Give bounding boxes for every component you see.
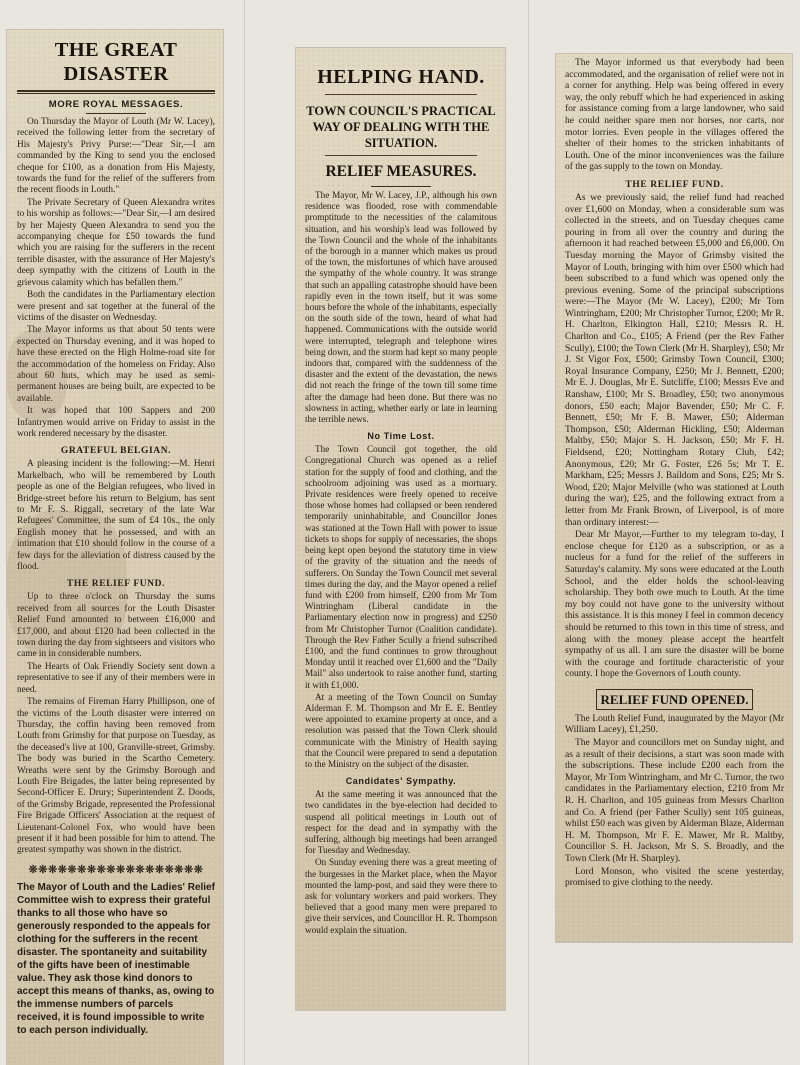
article-paragraph: The Mayor informed us that everybody had been accommodated, and the organisation of relief were not in a corner for anything. Help was being offered in every way, the only rebuff which he had experienced in asking for assistance coming from a large landowner, who said he could neither spare men nor horses, nor carts, nor motor lorries. Even people in the villages offered the shelter of their homes to the stricken inhabitants of Louth. One of the minor inconveniences was the failure of the gas supply to the town on Monday. [565,58,784,173]
article-paragraph: Lord Monson, who visited the scene yesterday, promised to give clothing to the needy. [565,866,784,889]
article-paragraph: At a meeting of the Town Council on Sunday Alderman F. M. Thompson and Mr E. E. Bentley were appointed to examine property at once, and a resolution was passed that the Town Clerk should communicate with the Ministry of Health saying that the Council were prepared to send a deputation to the Ministry on the subject of the disaster. [305,691,497,769]
headline-rule [17,90,215,94]
section-relief-fund: THE RELIEF FUND. [625,179,724,190]
article-paragraph: The remains of Fireman Harry Phillipson, one of the victims of the Louth disaster were interred on Thursday, the coffin having been removed from Louth from Grimsby for that purpose on Tuesday, as the deceased's live at 100, Granville-street, Grimsby. The body was buried in the Scartho Cemetery. Wreaths were sent by the Grimsby Borough and Louth Fire Brigades, the latter being represented by Second-Officer E. Drury; Superintendent Z. Doods, of the Grimsby Brigade, represented the Professional Fire Brigade Officers' Association at the request of Lieutenant-Colonel Fox, who would have been present if it had been possible for him to attend. The greatest sympathy was shown in the district. [17,697,215,856]
clipping-helping-hand [296,48,505,1010]
article-paragraph: The Town Council got together, the old Congregational Church was opened as a relief station for the supply of food and clothing, and the schoolroom adjoining was used as a mortuary. Private residences were freely opened to receive those whose homes had collapsed or been rendered temporarily uninhabitable, and Councillor Jones was stationed at the Town Hall with power to issue tickets to shops for supply of necessaries, the shops being kept open beyond the statutory time in view of the gravity of the situation and the needs of sufferers. On Sunday the Town Council met several times during the day, and the Mayor opened a relief fund with £200 from himself, £200 from Mr Tom Wintringham (Liberal candidate in the Parliamentary election now in progress) and £250 from Mr Christopher Turnor (Coalition candidate). Through the Rev Father Scully a friend subscribed £100, and the fund continues to grow throughout Monday until it reached over £1,600 and the "Daily Mail" also undertook to raise another fund, starting it with £1,000. [305,444,497,690]
clipping-great-disaster [7,30,223,1065]
article-paragraph: It was hoped that 100 Sappers and 200 Infantrymen would arrive on Friday to assist in the work rendered necessary by the disaster. [17,406,215,439]
page-gutter-left [244,0,245,1065]
headline-rule [325,155,477,156]
clipping-relief-fund [556,54,792,942]
section-relief-fund: THE RELIEF FUND. [66,579,166,590]
section-divider [86,113,146,114]
article-paragraph: The Hearts of Oak Friendly Society sent down a representative to see if any of their members were in need. [17,661,215,695]
headline-great-disaster: THE GREAT DISASTER [54,39,178,85]
headline-relief-fund-opened: RELIEF FUND OPENED. [596,689,754,710]
headline-rule [325,94,477,95]
article-paragraph: On Sunday evening there was a great meeting of the burgesses in the Market place, when the Mayor mounted the lamp-post, and said they were there to ask for voluntary workers and paid workers. They believed that a good many men were prepared to give their services, and Councillor H. R. Thompson would explain the situation. [305,857,497,935]
article-paragraph: On Thursday the Mayor of Louth (Mr W. Lacey), received the following letter from the secretary of His Majesty's Privy Purse:—"Dear Sir,—I am commanded by the King to send you the enclosed cheque for £100, as a donation from His Majesty, towards the fund for the relief of the sufferers from the recent floods in Louth." [17,117,215,196]
ladies-committee-notice: The Mayor of Louth and the Ladies' Relief Committee wish to express their grateful thanks to all those who have so generously responded to the appeals for clothing for the sufferers in the recent disaster. The spontaneity and suitability of the gifts have been of inestimable value. They ask those kind donors to accept this means of thanks, as, owing to the immense numbers of parcels received, it is found impossible to write to each person individually. [17,881,215,1036]
article-paragraph: The Private Secretary of Queen Alexandra writes to his worship as follows:—"Dear Sir,—I am desired by her Majesty Queen Alexandra to send you the accompanying cheque for £50 towards the fund which you are raising for the sufferers in the recent terrible disaster, with the assurance of Her Majesty's deep sympathy with the citizens of Louth in the grievous calamity which has befallen them." [17,197,215,288]
headline-relief-measures: RELIEF MEASURES. [325,163,477,180]
section-no-time-lost: No Time Lost. [367,431,435,442]
ornamental-divider: ❊❊❊❊❊❊❊❊❊❊❊❊❊❊❊❊❊❊ [28,863,204,876]
page-gutter-right [528,0,529,1065]
section-candidates-sympathy: Candidates' Sympathy. [345,776,457,787]
article-paragraph: Dear Mr Mayor,—Further to my telegram to-day, I enclose cheque for £120 as a subscription, or as a nucleus for a fund for the relief of the sufferers in Saturday's calamity. My sons were educated at the Louth School, and the elder holds the school-leaving scholarship. They both owe much to Louth. At the time my boy could not have gone to the university without this assistance. It is this money I feel in common decency should be returned to this town in this time of stress, and along with the money please accept the heartfelt sympathy of us all. I am sure the disaster will be borne with the courage and fortitude characteristic of your county. I hope the Governors of Louth county. [565,530,784,680]
article-paragraph: The Louth Relief Fund, inaugurated by the Mayor (Mr William Lacey), £1,250. [565,713,784,736]
section-divider [371,186,431,187]
section-royal-messages: MORE ROYAL MESSAGES. [48,99,184,110]
article-paragraph: The Mayor informs us that about 50 tents were expected on Thursday evening, and it was hoped to have these erected on the High Holme-road site for the accommodation of the homeless on Friday. Also about 60 huts, which may be used as semi-permanent houses are being built, are expected to be available. [17,325,215,404]
article-paragraph: Up to three o'clock on Thursday the sums received from all sources for the Louth Disaster Relief Fund amounted to between £16,000 and £17,000, and about £120 had been collected in the town during the day from sightseers and visitors who came in in considerable numbers. [17,592,215,660]
subheadline-town-council: TOWN COUNCIL'S PRACTICAL WAY OF DEALING WITH THE SITUATION. [306,104,496,150]
article-paragraph: The Mayor, Mr W. Lacey, J.P., although his own residence was flooded, rose with commendable promptitude to the necessities of the calamitous situation, and his worship's lead was followed by the Town Council and the whole of the inhabitants of the borough in a manner which makes us proud of the town, the misfortunes of which have aroused the sympathy of the whole country. It was strange that such an appalling catastrophe should have been rapidly even in the town itself, but it was some hours before the whole of the inhabitants, especially on the south side of the town, heard of what had happened. Communications with the outside world were interrupted, telegraph and telephone wires being down, and the storm had kept so many people indoors that, compared with the suddenness of the disaster and the extent of the devastation, the news did not reach the fringe of the town till some time after the damage had been done. But there was no slowness in acting, whether early or late in learning the terrible news. [305,190,497,425]
article-paragraph: As we previously said, the relief fund had reached over £1,600 on Monday, when a considerable sum was collected in the streets, and on Tuesday cheques came pouring in from all over the country and during the afternoon it had reached between £5,000 and £6,000. On Tuesday morning the Mayor of Grimsby visited the Mayor of Louth, bringing with him over £500 which had been subscribed to a fund which was opened only the previous evening. Some of the principal subscriptions were:—The Mayor (Mr W. Lacey), £200; Mr Tom Wintringham, £200; Mr Christopher Turnor, £200; Mr R. H. Charlton, Elkington Hall, £210; Messrs R. H. Charlton and Co., £105; A Friend (per the Rev Father Scully), £100; the Town Clerk (Mr H. Sharpley), £50; Mr J. St Vigor Fox, £500; Grimsby Town Council, £300; Royal Insurance Company, £250; Mr J. Bennett, £200; Mr E. J. Douglas, Mr E. Sutcliffe, £100; Messrs Eve and Ranshaw, £100; Mr S. Broadley, £50; two anonymous donors, £50 each; Major Bavender, £50; Mr C. F. Bennett, £50; Mr F. B. Mawer, £50; Alderman Thompson, £50; Alderman Hickling, £50; Alderman Maltby, £50; Major S. H. Jackson, £50; Mr F. H. Fieldsend, £20; Nottingham Rotary Club, £42; Anonymous, £20; Mr G. Foster, £26 5s; Mr T. E. Markham, £25; Messrs J. Baildom and Sons, £25; Mr S. Wood, £20; Major Melville (who was stationed at Louth during the war), £25, and the following extract from a letter from Mr Frank Brown, of Liverpool, is of more than ordinary interest:— [565,192,784,528]
section-grateful-belgian: GRATEFUL BELGIAN. [60,446,172,457]
article-paragraph: The Mayor and councillors met on Sunday night, and as a result of their decisions, a start was soon made with the subscriptions. These include £200 each from the Mayor, Mr Tom Wintringham, and Mr C. Turnor, the two candidates in the Parliamentary election, £210 from Mr R. H. Charlton, and 105 guineas from Messrs Charlton and Co. A friend (per Father Scully) sent 105 guineas, whilst £50 each was given by Alderman Blaze, Alderman H. M. Thompson, Mr F. E. Mawer, Mr R. Maltby, Councillor S. H. Jackson, Mr S. S. Broadly, and the Town Clerk (Mr H. Sharpley). [565,738,784,864]
article-paragraph: Both the candidates in the Parliamentary election were present and sat together at the funeral of the victims of the disaster on Wednesday. [17,290,215,323]
article-paragraph: A pleasing incident is the following:—M. Henri Markelbach, who will be remembered by Louth people as one of the Belgian refugees, who lived in Bridge-street before his return to Belgium, has sent to Mr F. S. Riggall, secretary of the late War Refugees' Committee, the sum of £4 10s., the only English money that he possessed, and with an intimation that £10 should follow in the course of a few days for the alleviation of distress caused by the flood. [17,459,215,573]
headline-helping-hand: HELPING HAND. [317,66,485,88]
article-paragraph: At the same meeting it was announced that the two candidates in the bye-election had decided to suspend all political meetings in Louth out of respect for the dead and in sympathy with the suffering, although big meetings had been arranged for Tuesday and Wednesday. [305,789,497,856]
